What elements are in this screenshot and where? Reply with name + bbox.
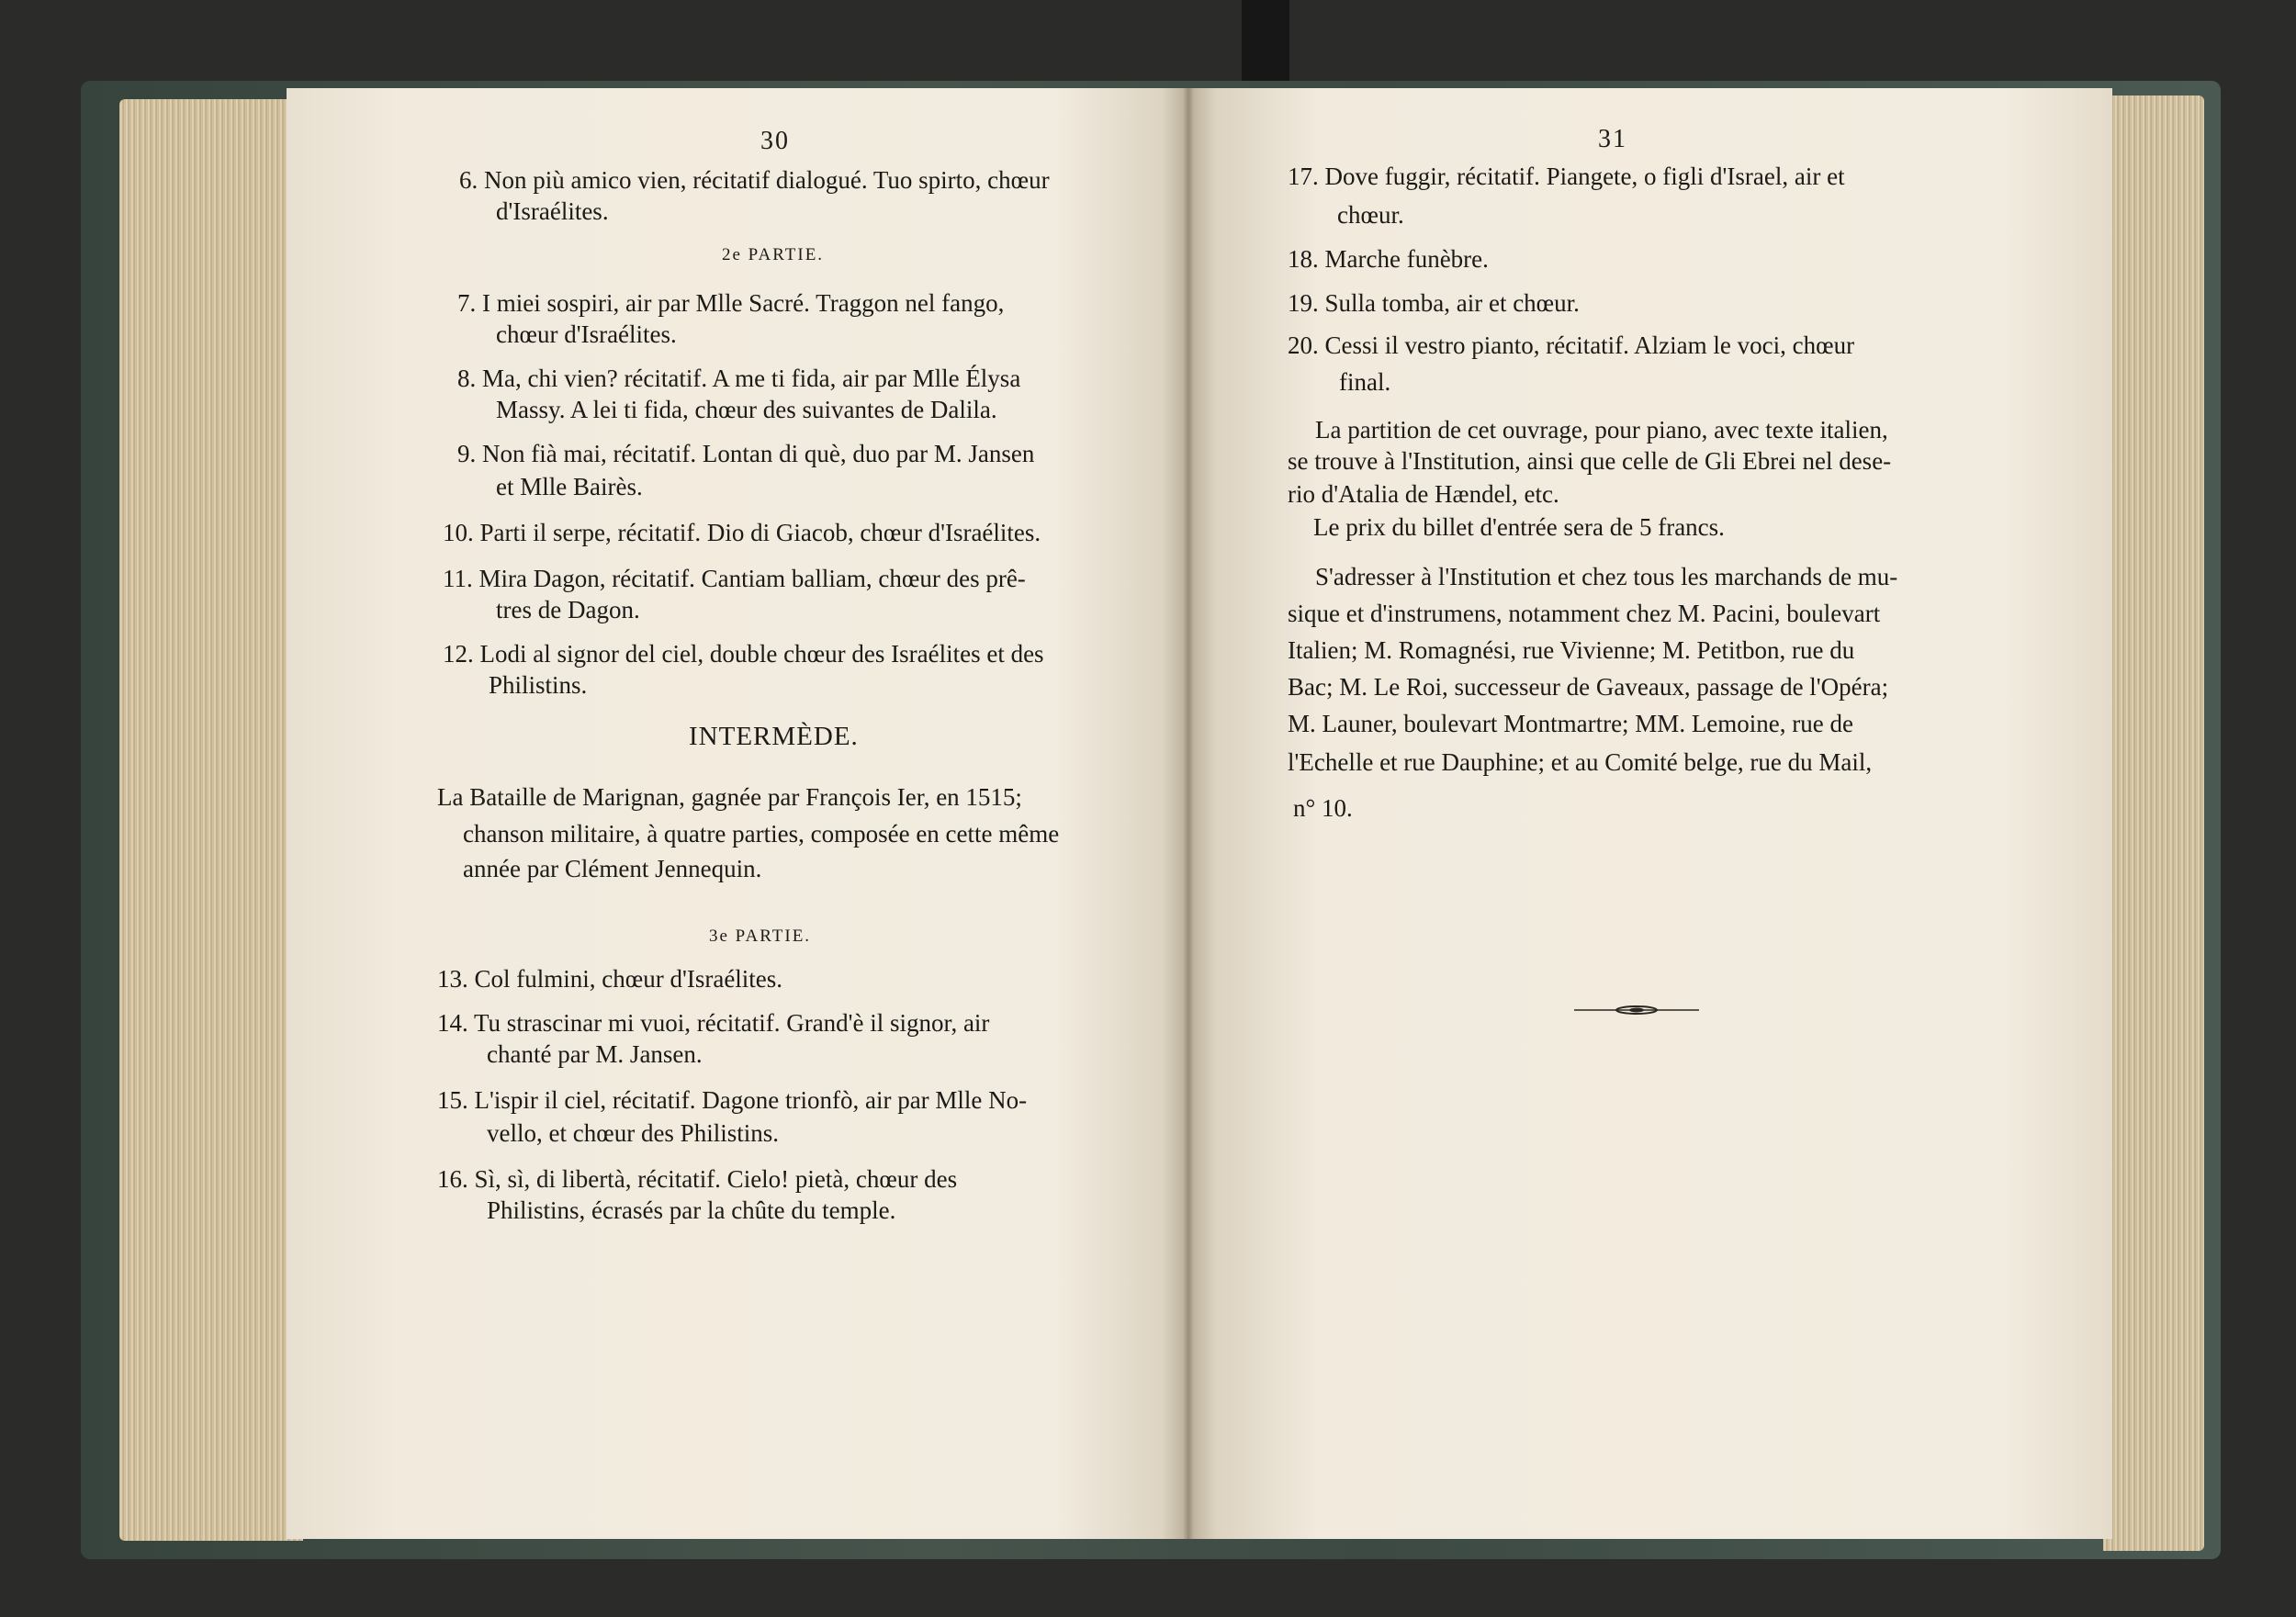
text-line: et Mlle Bairès. bbox=[496, 473, 643, 500]
text-line: l'Echelle et rue Dauphine; et au Comité belge, rue du Mail, bbox=[1288, 748, 1873, 776]
page-edges-right bbox=[2103, 95, 2204, 1551]
text-line: 12. Lodi al signor del ciel, double chœur des Israélites et des bbox=[443, 640, 1044, 668]
text-line: 6. Non più amico vien, récitatif dialogué. Tuo spirto, chœur bbox=[459, 166, 1050, 194]
text-line: tres de Dagon. bbox=[496, 596, 640, 623]
section-heading: 2e PARTIE. bbox=[722, 245, 825, 264]
text-line: final. bbox=[1339, 368, 1391, 396]
section-heading: 3e PARTIE. bbox=[709, 926, 812, 946]
text-line: S'adresser à l'Institution et chez tous les marchands de mu- bbox=[1315, 563, 1898, 590]
text-line: d'Israélites. bbox=[496, 197, 609, 225]
text-line: 15. L'ispir il ciel, récitatif. Dagone trionfò, air par Mlle No- bbox=[437, 1086, 1028, 1114]
text-line: 10. Parti il serpe, récitatif. Dio di Giacob, chœur d'Israélites. bbox=[443, 519, 1041, 546]
text-line: sique et d'instrumens, notamment chez M. Pacini, boulevart bbox=[1288, 600, 1881, 627]
text-line: M. Launer, boulevart Montmartre; MM. Lemoine, rue de bbox=[1288, 710, 1853, 737]
text-line: 8. Ma, chi vien? récitatif. A me ti fida, air par Mlle Élysa bbox=[457, 365, 1021, 392]
text-line: 11. Mira Dagon, récitatif. Cantiam balliam, chœur des prê- bbox=[443, 565, 1026, 592]
text-line: Massy. A lei ti fida, chœur des suivantes de Dalila. bbox=[496, 396, 997, 423]
text-line: n° 10. bbox=[1293, 794, 1353, 822]
text-line: 19. Sulla tomba, air et chœur. bbox=[1288, 289, 1580, 317]
page-number: 31 bbox=[1598, 125, 1627, 153]
text-line: chanson militaire, à quatre parties, composée en cette même bbox=[463, 820, 1060, 848]
text-line: vello, et chœur des Philistins. bbox=[487, 1119, 779, 1147]
page-number: 30 bbox=[760, 127, 790, 155]
text-line: Le prix du billet d'entrée sera de 5 francs. bbox=[1313, 513, 1725, 541]
page-edges-left bbox=[119, 99, 303, 1541]
text-line: 13. Col fulmini, chœur d'Israélites. bbox=[437, 965, 783, 993]
text-line: rio d'Atalia de Hændel, etc. bbox=[1288, 480, 1559, 508]
book-gutter bbox=[1183, 88, 1194, 1539]
section-heading: INTERMÈDE. bbox=[689, 722, 859, 751]
text-line: se trouve à l'Institution, ainsi que celle de Gli Ebrei nel dese- bbox=[1288, 447, 1892, 475]
text-line: année par Clément Jennequin. bbox=[463, 855, 762, 882]
text-line: 18. Marche funèbre. bbox=[1288, 245, 1489, 273]
text-line: chœur d'Israélites. bbox=[496, 320, 677, 348]
text-line: 16. Sì, sì, di libertà, récitatif. Cielo! pietà, chœur des bbox=[437, 1165, 958, 1193]
text-line: 20. Cessi il vestro pianto, récitatif. Alziam le voci, chœur bbox=[1288, 331, 1855, 359]
text-line: Philistins. bbox=[489, 671, 588, 699]
text-line: La Bataille de Marignan, gagnée par François Ier, en 1515; bbox=[437, 783, 1022, 811]
text-line: 7. I miei sospiri, air par Mlle Sacré. Traggon nel fango, bbox=[457, 289, 1005, 317]
text-line: 9. Non fià mai, récitatif. Lontan di què, duo par M. Jansen bbox=[457, 440, 1035, 467]
text-line: chœur. bbox=[1337, 201, 1404, 229]
text-line: Philistins, écrasés par la chûte du temple. bbox=[487, 1196, 896, 1224]
text-line: Bac; M. Le Roi, successeur de Gaveaux, passage de l'Opéra; bbox=[1288, 673, 1889, 701]
text-line: 14. Tu strascinar mi vuoi, récitatif. Grand'è il signor, air bbox=[437, 1009, 990, 1037]
text-line: Italien; M. Romagnési, rue Vivienne; M. Petitbon, rue du bbox=[1288, 636, 1855, 664]
text-line: 17. Dove fuggir, récitatif. Piangete, o figli d'Israel, air et bbox=[1288, 163, 1845, 190]
ornament-divider-icon bbox=[1572, 1001, 1701, 1019]
text-line: chanté par M. Jansen. bbox=[487, 1040, 703, 1068]
text-line: La partition de cet ouvrage, pour piano, avec texte italien, bbox=[1315, 416, 1888, 444]
